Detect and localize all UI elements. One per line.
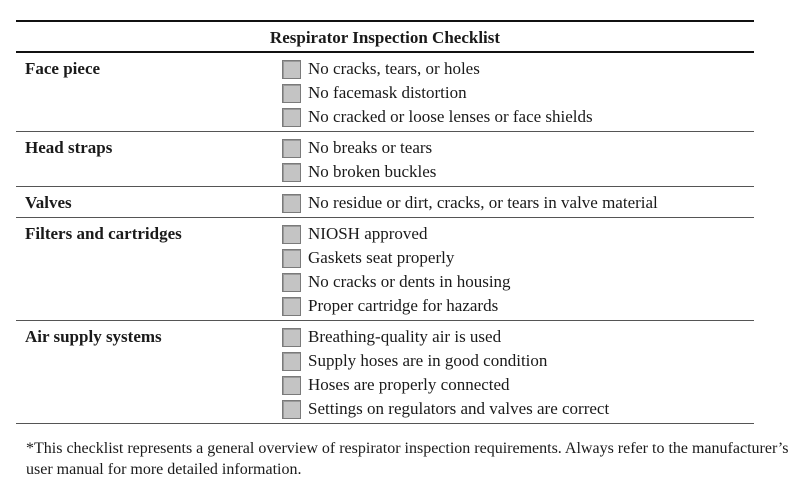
checkbox[interactable] bbox=[282, 194, 301, 213]
checklist-item bbox=[282, 325, 754, 349]
item-label: Proper cartridge for hazards bbox=[308, 296, 499, 315]
section-air-supply-systems bbox=[16, 321, 754, 423]
checkbox[interactable] bbox=[282, 108, 301, 127]
checklist-item bbox=[282, 160, 754, 184]
checkbox[interactable] bbox=[282, 60, 301, 79]
section-valves bbox=[16, 187, 754, 218]
checklist-item bbox=[282, 222, 754, 246]
item-label: No cracked or loose lenses or face shields bbox=[308, 107, 593, 126]
checklist-item bbox=[282, 270, 754, 294]
checklist-item bbox=[282, 105, 754, 129]
checklist-item bbox=[282, 397, 754, 421]
section-label: Head straps bbox=[25, 138, 113, 157]
checkbox[interactable] bbox=[282, 376, 301, 395]
checklist-item bbox=[282, 57, 754, 81]
checklist-title: Respirator Inspection Checklist bbox=[16, 22, 754, 53]
item-label: No cracks, tears, or holes bbox=[308, 59, 480, 78]
item-label: No residue or dirt, cracks, or tears in valve material bbox=[308, 193, 658, 212]
section-label: Air supply systems bbox=[25, 327, 162, 346]
checklist-item bbox=[282, 294, 754, 318]
checkbox[interactable] bbox=[282, 139, 301, 158]
item-label: No broken buckles bbox=[308, 162, 437, 181]
section-label: Face piece bbox=[25, 59, 101, 78]
checklist-item bbox=[282, 191, 754, 215]
checkbox[interactable] bbox=[282, 328, 301, 347]
item-label: Supply hoses are in good condition bbox=[308, 351, 548, 370]
checkbox[interactable] bbox=[282, 249, 301, 268]
checklist-item bbox=[282, 349, 754, 373]
checkbox[interactable] bbox=[282, 273, 301, 292]
respirator-checklist-table bbox=[16, 20, 754, 424]
section-face-piece bbox=[16, 53, 754, 132]
item-label: Hoses are properly connected bbox=[308, 375, 510, 394]
section-head-straps bbox=[16, 132, 754, 187]
item-label: No cracks or dents in housing bbox=[308, 272, 511, 291]
section-filters-and-cartridges bbox=[16, 218, 754, 321]
item-label: No breaks or tears bbox=[308, 138, 433, 157]
checkbox[interactable] bbox=[282, 84, 301, 103]
checklist-item bbox=[282, 136, 754, 160]
checklist-item bbox=[282, 81, 754, 105]
checkbox[interactable] bbox=[282, 297, 301, 316]
section-label: Filters and cartridges bbox=[25, 224, 182, 243]
checkbox[interactable] bbox=[282, 352, 301, 371]
checklist-item bbox=[282, 246, 754, 270]
item-label: Gaskets seat properly bbox=[308, 248, 455, 267]
item-label: No facemask distortion bbox=[308, 83, 467, 102]
item-label: Breathing-quality air is used bbox=[308, 327, 502, 346]
checklist-item bbox=[282, 373, 754, 397]
footnote: *This checklist represents a general overview of respirator inspection requirements. Always refer to the manufacturer’s user manual for more detailed information. bbox=[26, 440, 789, 478]
checkbox[interactable] bbox=[282, 400, 301, 419]
section-label: Valves bbox=[25, 193, 72, 212]
item-label: Settings on regulators and valves are correct bbox=[308, 399, 610, 418]
item-label: NIOSH approved bbox=[308, 224, 428, 243]
checkbox[interactable] bbox=[282, 225, 301, 244]
checkbox[interactable] bbox=[282, 163, 301, 182]
